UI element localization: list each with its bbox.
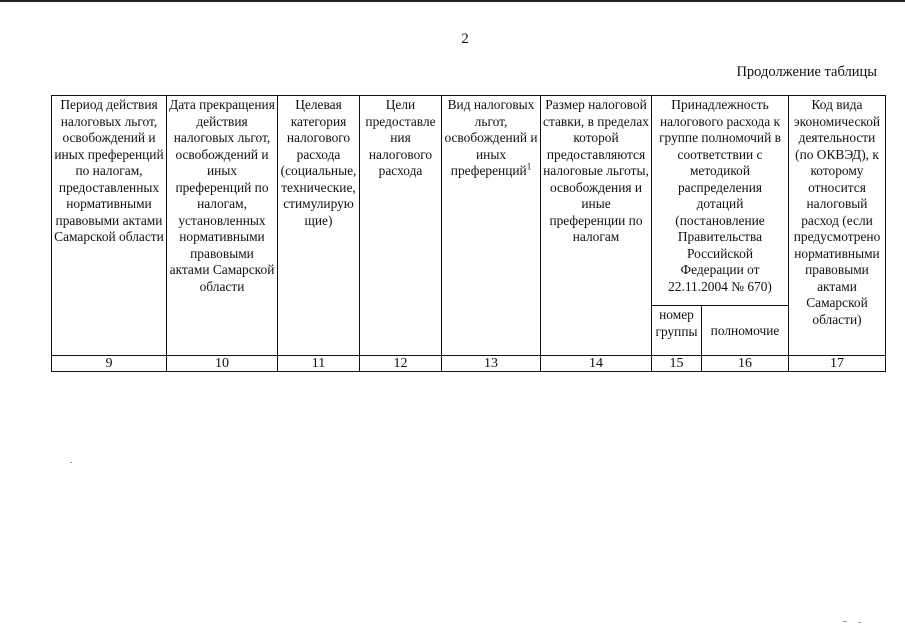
header-col-15-16-group: Принадлежность налогового расхода к группе полномочий в соответствии с методикой распределения дотаций (постановление Правительства Российской Федерации от 22.11.2004 № 670): [652, 96, 789, 306]
header-col-11: Целевая категория налогового расхода (социальные, технические, стимулирующие): [278, 96, 360, 356]
header-col-13-text: Вид налоговых льгот, освобождений и иных преференций: [444, 97, 538, 178]
scan-speck: [858, 622, 861, 623]
scan-speck: [70, 462, 72, 463]
column-number: 10: [167, 356, 278, 372]
page-number: 2: [461, 31, 469, 47]
column-number: 9: [52, 356, 167, 372]
column-number: 13: [442, 356, 541, 372]
tax-expenditure-table: [51, 95, 886, 372]
column-number: 17: [789, 356, 886, 372]
continuation-label: Продолжение таблицы: [736, 64, 877, 80]
header-col-14: Размер налоговой ставки, в пределах которой предоставляются налоговые льготы, освобождения и иные преференции по налогам: [541, 96, 652, 356]
header-col-12: Цели предоставления налогового расхода: [360, 96, 442, 356]
column-number: 12: [360, 356, 442, 372]
header-col-13: [442, 96, 541, 356]
header-col-16: полномочие: [702, 306, 789, 356]
scan-speck: [843, 621, 847, 622]
header-col-15: номер группы: [652, 306, 702, 356]
column-number: 14: [541, 356, 652, 372]
header-col-10: Дата прекращения действия налоговых льгот, освобождений и иных преференций по налогам, установленных нормативными правовыми актами Самарской области: [167, 96, 278, 356]
top-rule: [0, 0, 905, 2]
header-col-9: Период действия налоговых льгот, освобождений и иных преференций по налогам, предоставленных нормативными правовыми актами Самарской области: [52, 96, 167, 356]
column-number: 15: [652, 356, 702, 372]
footnote-marker: 1: [526, 161, 532, 172]
header-col-17: Код вида экономической деятельности (по ОКВЭД), к которому относится налоговый расход (если предусмотрено нормативными правовыми актами Самарской области): [789, 96, 886, 356]
column-number: 16: [702, 356, 789, 372]
column-number: 11: [278, 356, 360, 372]
